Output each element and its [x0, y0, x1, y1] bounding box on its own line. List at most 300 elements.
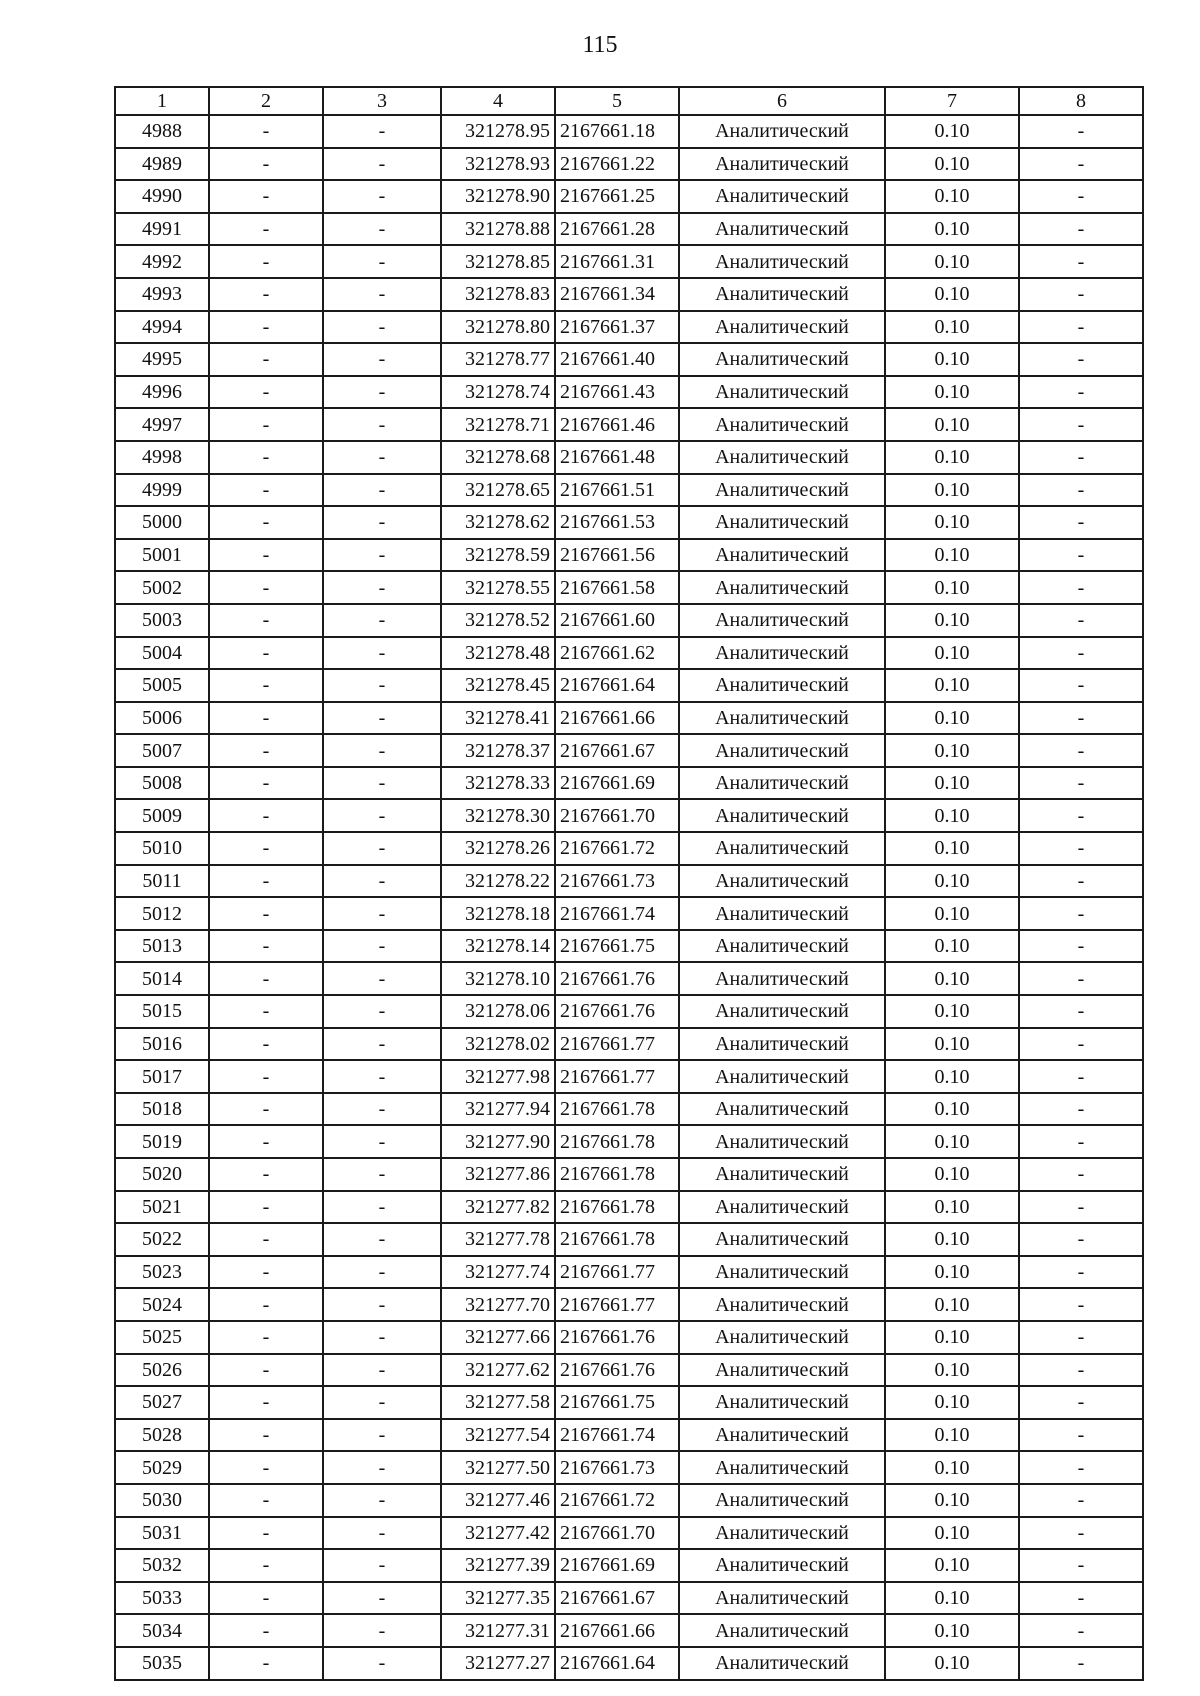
accuracy-cell: 0.10	[885, 1060, 1019, 1093]
point-number-cell: 5004	[115, 637, 209, 670]
point-number-cell: 4995	[115, 343, 209, 376]
col8-cell: -	[1019, 506, 1143, 539]
method-cell: Аналитический	[679, 1614, 885, 1647]
col3-cell: -	[323, 865, 441, 898]
point-number-cell: 5001	[115, 539, 209, 572]
accuracy-cell: 0.10	[885, 1223, 1019, 1256]
accuracy-cell: 0.10	[885, 376, 1019, 409]
accuracy-cell: 0.10	[885, 115, 1019, 148]
method-cell: Аналитический	[679, 148, 885, 181]
table-row	[115, 571, 1143, 604]
point-number-cell: 5023	[115, 1256, 209, 1289]
column-header-6: 6	[679, 87, 885, 115]
x-coordinate-cell: 321277.46	[441, 1484, 555, 1517]
x-coordinate-cell: 321277.66	[441, 1321, 555, 1354]
y-coordinate-cell: 2167661.40	[555, 343, 679, 376]
point-number-cell: 5034	[115, 1614, 209, 1647]
col3-cell: -	[323, 506, 441, 539]
table-row	[115, 441, 1143, 474]
col2-cell: -	[209, 1256, 323, 1289]
x-coordinate-cell: 321278.62	[441, 506, 555, 539]
point-number-cell: 4999	[115, 474, 209, 507]
method-cell: Аналитический	[679, 1125, 885, 1158]
col2-cell: -	[209, 1582, 323, 1615]
col2-cell: -	[209, 962, 323, 995]
accuracy-cell: 0.10	[885, 1647, 1019, 1680]
col2-cell: -	[209, 474, 323, 507]
table-row	[115, 734, 1143, 767]
y-coordinate-cell: 2167661.77	[555, 1060, 679, 1093]
col2-cell: -	[209, 506, 323, 539]
col2-cell: -	[209, 832, 323, 865]
col8-cell: -	[1019, 1647, 1143, 1680]
col3-cell: -	[323, 669, 441, 702]
y-coordinate-cell: 2167661.69	[555, 1549, 679, 1582]
x-coordinate-cell: 321277.74	[441, 1256, 555, 1289]
point-number-cell: 5006	[115, 702, 209, 735]
col2-cell: -	[209, 1419, 323, 1452]
y-coordinate-cell: 2167661.78	[555, 1158, 679, 1191]
x-coordinate-cell: 321278.77	[441, 343, 555, 376]
x-coordinate-cell: 321278.90	[441, 180, 555, 213]
y-coordinate-cell: 2167661.22	[555, 148, 679, 181]
col3-cell: -	[323, 995, 441, 1028]
point-number-cell: 4998	[115, 441, 209, 474]
method-cell: Аналитический	[679, 1582, 885, 1615]
column-header-8: 8	[1019, 87, 1143, 115]
accuracy-cell: 0.10	[885, 930, 1019, 963]
col3-cell: -	[323, 278, 441, 311]
y-coordinate-cell: 2167661.78	[555, 1191, 679, 1224]
accuracy-cell: 0.10	[885, 474, 1019, 507]
col2-cell: -	[209, 1158, 323, 1191]
col8-cell: -	[1019, 637, 1143, 670]
point-number-cell: 5025	[115, 1321, 209, 1354]
col3-cell: -	[323, 1223, 441, 1256]
col2-cell: -	[209, 930, 323, 963]
col8-cell: -	[1019, 832, 1143, 865]
table-row	[115, 1647, 1143, 1680]
point-number-cell: 4996	[115, 376, 209, 409]
col3-cell: -	[323, 1028, 441, 1061]
col8-cell: -	[1019, 408, 1143, 441]
accuracy-cell: 0.10	[885, 1158, 1019, 1191]
col2-cell: -	[209, 408, 323, 441]
y-coordinate-cell: 2167661.75	[555, 1386, 679, 1419]
method-cell: Аналитический	[679, 995, 885, 1028]
method-cell: Аналитический	[679, 115, 885, 148]
y-coordinate-cell: 2167661.77	[555, 1256, 679, 1289]
col8-cell: -	[1019, 115, 1143, 148]
col8-cell: -	[1019, 962, 1143, 995]
accuracy-cell: 0.10	[885, 767, 1019, 800]
table-row	[115, 1582, 1143, 1615]
col2-cell: -	[209, 278, 323, 311]
y-coordinate-cell: 2167661.58	[555, 571, 679, 604]
point-number-cell: 4994	[115, 311, 209, 344]
x-coordinate-cell: 321277.98	[441, 1060, 555, 1093]
point-number-cell: 5022	[115, 1223, 209, 1256]
table-row	[115, 1386, 1143, 1419]
accuracy-cell: 0.10	[885, 1386, 1019, 1419]
col2-cell: -	[209, 1647, 323, 1680]
x-coordinate-cell: 321278.41	[441, 702, 555, 735]
col3-cell: -	[323, 930, 441, 963]
accuracy-cell: 0.10	[885, 311, 1019, 344]
accuracy-cell: 0.10	[885, 1125, 1019, 1158]
x-coordinate-cell: 321278.59	[441, 539, 555, 572]
col8-cell: -	[1019, 865, 1143, 898]
x-coordinate-cell: 321277.78	[441, 1223, 555, 1256]
point-number-cell: 5014	[115, 962, 209, 995]
y-coordinate-cell: 2167661.70	[555, 799, 679, 832]
col8-cell: -	[1019, 1093, 1143, 1126]
accuracy-cell: 0.10	[885, 1191, 1019, 1224]
col8-cell: -	[1019, 799, 1143, 832]
col8-cell: -	[1019, 1549, 1143, 1582]
col8-cell: -	[1019, 1451, 1143, 1484]
table-row	[115, 148, 1143, 181]
accuracy-cell: 0.10	[885, 669, 1019, 702]
y-coordinate-cell: 2167661.64	[555, 1647, 679, 1680]
col8-cell: -	[1019, 1191, 1143, 1224]
x-coordinate-cell: 321278.02	[441, 1028, 555, 1061]
table-row	[115, 1321, 1143, 1354]
point-number-cell: 4990	[115, 180, 209, 213]
point-number-cell: 5031	[115, 1517, 209, 1550]
method-cell: Аналитический	[679, 1647, 885, 1680]
col3-cell: -	[323, 408, 441, 441]
col8-cell: -	[1019, 1223, 1143, 1256]
col3-cell: -	[323, 1125, 441, 1158]
col2-cell: -	[209, 865, 323, 898]
x-coordinate-cell: 321278.10	[441, 962, 555, 995]
col3-cell: -	[323, 767, 441, 800]
page-number: 115	[582, 32, 618, 58]
table-row	[115, 669, 1143, 702]
table-row	[115, 278, 1143, 311]
col2-cell: -	[209, 1517, 323, 1550]
col8-cell: -	[1019, 278, 1143, 311]
method-cell: Аналитический	[679, 1191, 885, 1224]
col3-cell: -	[323, 1451, 441, 1484]
col3-cell: -	[323, 1614, 441, 1647]
col3-cell: -	[323, 245, 441, 278]
x-coordinate-cell: 321277.50	[441, 1451, 555, 1484]
col3-cell: -	[323, 1191, 441, 1224]
method-cell: Аналитический	[679, 1484, 885, 1517]
table-row	[115, 506, 1143, 539]
method-cell: Аналитический	[679, 604, 885, 637]
col2-cell: -	[209, 343, 323, 376]
y-coordinate-cell: 2167661.74	[555, 897, 679, 930]
accuracy-cell: 0.10	[885, 506, 1019, 539]
y-coordinate-cell: 2167661.18	[555, 115, 679, 148]
method-cell: Аналитический	[679, 799, 885, 832]
x-coordinate-cell: 321278.14	[441, 930, 555, 963]
col2-cell: -	[209, 702, 323, 735]
y-coordinate-cell: 2167661.60	[555, 604, 679, 637]
col8-cell: -	[1019, 1614, 1143, 1647]
col3-cell: -	[323, 148, 441, 181]
method-cell: Аналитический	[679, 1451, 885, 1484]
y-coordinate-cell: 2167661.46	[555, 408, 679, 441]
x-coordinate-cell: 321278.55	[441, 571, 555, 604]
col3-cell: -	[323, 1288, 441, 1321]
col8-cell: -	[1019, 441, 1143, 474]
point-number-cell: 5000	[115, 506, 209, 539]
table-row	[115, 995, 1143, 1028]
y-coordinate-cell: 2167661.70	[555, 1517, 679, 1550]
accuracy-cell: 0.10	[885, 799, 1019, 832]
y-coordinate-cell: 2167661.78	[555, 1093, 679, 1126]
point-number-cell: 5029	[115, 1451, 209, 1484]
method-cell: Аналитический	[679, 1517, 885, 1550]
x-coordinate-cell: 321278.52	[441, 604, 555, 637]
col8-cell: -	[1019, 1028, 1143, 1061]
col8-cell: -	[1019, 1386, 1143, 1419]
table-row	[115, 767, 1143, 800]
x-coordinate-cell: 321277.35	[441, 1582, 555, 1615]
y-coordinate-cell: 2167661.51	[555, 474, 679, 507]
col8-cell: -	[1019, 1419, 1143, 1452]
col8-cell: -	[1019, 734, 1143, 767]
method-cell: Аналитический	[679, 408, 885, 441]
col3-cell: -	[323, 702, 441, 735]
point-number-cell: 5026	[115, 1354, 209, 1387]
col2-cell: -	[209, 995, 323, 1028]
y-coordinate-cell: 2167661.62	[555, 637, 679, 670]
point-number-cell: 5016	[115, 1028, 209, 1061]
y-coordinate-cell: 2167661.69	[555, 767, 679, 800]
accuracy-cell: 0.10	[885, 180, 1019, 213]
y-coordinate-cell: 2167661.67	[555, 734, 679, 767]
table-row	[115, 930, 1143, 963]
point-number-cell: 4989	[115, 148, 209, 181]
method-cell: Аналитический	[679, 1256, 885, 1289]
method-cell: Аналитический	[679, 506, 885, 539]
col3-cell: -	[323, 1647, 441, 1680]
point-number-cell: 5017	[115, 1060, 209, 1093]
point-number-cell: 5032	[115, 1549, 209, 1582]
method-cell: Аналитический	[679, 376, 885, 409]
col8-cell: -	[1019, 1354, 1143, 1387]
col3-cell: -	[323, 441, 441, 474]
accuracy-cell: 0.10	[885, 897, 1019, 930]
accuracy-cell: 0.10	[885, 995, 1019, 1028]
method-cell: Аналитический	[679, 1419, 885, 1452]
point-number-cell: 4988	[115, 115, 209, 148]
x-coordinate-cell: 321278.85	[441, 245, 555, 278]
method-cell: Аналитический	[679, 1060, 885, 1093]
col3-cell: -	[323, 213, 441, 246]
col3-cell: -	[323, 962, 441, 995]
method-cell: Аналитический	[679, 1354, 885, 1387]
col8-cell: -	[1019, 767, 1143, 800]
column-header-4: 4	[441, 87, 555, 115]
point-number-cell: 5010	[115, 832, 209, 865]
x-coordinate-cell: 321277.58	[441, 1386, 555, 1419]
col2-cell: -	[209, 1386, 323, 1419]
y-coordinate-cell: 2167661.64	[555, 669, 679, 702]
col3-cell: -	[323, 1386, 441, 1419]
accuracy-cell: 0.10	[885, 962, 1019, 995]
col2-cell: -	[209, 115, 323, 148]
x-coordinate-cell: 321277.27	[441, 1647, 555, 1680]
x-coordinate-cell: 321277.62	[441, 1354, 555, 1387]
y-coordinate-cell: 2167661.76	[555, 995, 679, 1028]
x-coordinate-cell: 321278.88	[441, 213, 555, 246]
x-coordinate-cell: 321278.33	[441, 767, 555, 800]
col2-cell: -	[209, 637, 323, 670]
accuracy-cell: 0.10	[885, 1354, 1019, 1387]
method-cell: Аналитический	[679, 1223, 885, 1256]
col3-cell: -	[323, 180, 441, 213]
col2-cell: -	[209, 376, 323, 409]
col8-cell: -	[1019, 897, 1143, 930]
x-coordinate-cell: 321278.71	[441, 408, 555, 441]
table-row	[115, 1158, 1143, 1191]
point-number-cell: 4997	[115, 408, 209, 441]
col8-cell: -	[1019, 539, 1143, 572]
method-cell: Аналитический	[679, 669, 885, 702]
col8-cell: -	[1019, 1256, 1143, 1289]
accuracy-cell: 0.10	[885, 213, 1019, 246]
y-coordinate-cell: 2167661.78	[555, 1125, 679, 1158]
point-number-cell: 5021	[115, 1191, 209, 1224]
col2-cell: -	[209, 1223, 323, 1256]
col2-cell: -	[209, 213, 323, 246]
accuracy-cell: 0.10	[885, 148, 1019, 181]
col2-cell: -	[209, 897, 323, 930]
col3-cell: -	[323, 604, 441, 637]
table-row	[115, 115, 1143, 148]
col8-cell: -	[1019, 245, 1143, 278]
col8-cell: -	[1019, 311, 1143, 344]
col8-cell: -	[1019, 1321, 1143, 1354]
method-cell: Аналитический	[679, 897, 885, 930]
x-coordinate-cell: 321278.95	[441, 115, 555, 148]
y-coordinate-cell: 2167661.72	[555, 832, 679, 865]
col3-cell: -	[323, 571, 441, 604]
point-number-cell: 5028	[115, 1419, 209, 1452]
y-coordinate-cell: 2167661.28	[555, 213, 679, 246]
point-number-cell: 4992	[115, 245, 209, 278]
x-coordinate-cell: 321277.90	[441, 1125, 555, 1158]
col3-cell: -	[323, 1419, 441, 1452]
table-row	[115, 1419, 1143, 1452]
col2-cell: -	[209, 1321, 323, 1354]
col2-cell: -	[209, 1288, 323, 1321]
method-cell: Аналитический	[679, 539, 885, 572]
accuracy-cell: 0.10	[885, 1256, 1019, 1289]
col2-cell: -	[209, 1484, 323, 1517]
col8-cell: -	[1019, 180, 1143, 213]
accuracy-cell: 0.10	[885, 408, 1019, 441]
accuracy-cell: 0.10	[885, 832, 1019, 865]
col8-cell: -	[1019, 930, 1143, 963]
table-row	[115, 1028, 1143, 1061]
table-row	[115, 1191, 1143, 1224]
column-header-2: 2	[209, 87, 323, 115]
col8-cell: -	[1019, 571, 1143, 604]
point-number-cell: 5033	[115, 1582, 209, 1615]
col8-cell: -	[1019, 1582, 1143, 1615]
table-row	[115, 865, 1143, 898]
accuracy-cell: 0.10	[885, 245, 1019, 278]
col2-cell: -	[209, 180, 323, 213]
x-coordinate-cell: 321278.22	[441, 865, 555, 898]
table-row	[115, 408, 1143, 441]
accuracy-cell: 0.10	[885, 637, 1019, 670]
col8-cell: -	[1019, 1158, 1143, 1191]
col2-cell: -	[209, 1060, 323, 1093]
col2-cell: -	[209, 1191, 323, 1224]
x-coordinate-cell: 321278.30	[441, 799, 555, 832]
y-coordinate-cell: 2167661.77	[555, 1288, 679, 1321]
x-coordinate-cell: 321278.26	[441, 832, 555, 865]
col3-cell: -	[323, 343, 441, 376]
table-row	[115, 539, 1143, 572]
col3-cell: -	[323, 1354, 441, 1387]
col2-cell: -	[209, 539, 323, 572]
method-cell: Аналитический	[679, 1288, 885, 1321]
x-coordinate-cell: 321278.93	[441, 148, 555, 181]
y-coordinate-cell: 2167661.72	[555, 1484, 679, 1517]
y-coordinate-cell: 2167661.76	[555, 1321, 679, 1354]
column-header-3: 3	[323, 87, 441, 115]
table-row	[115, 702, 1143, 735]
method-cell: Аналитический	[679, 213, 885, 246]
column-header-5: 5	[555, 87, 679, 115]
col2-cell: -	[209, 1451, 323, 1484]
y-coordinate-cell: 2167661.56	[555, 539, 679, 572]
method-cell: Аналитический	[679, 962, 885, 995]
y-coordinate-cell: 2167661.73	[555, 1451, 679, 1484]
column-header-7: 7	[885, 87, 1019, 115]
table-row	[115, 637, 1143, 670]
col3-cell: -	[323, 1517, 441, 1550]
y-coordinate-cell: 2167661.78	[555, 1223, 679, 1256]
col2-cell: -	[209, 604, 323, 637]
col8-cell: -	[1019, 148, 1143, 181]
point-number-cell: 5007	[115, 734, 209, 767]
x-coordinate-cell: 321278.48	[441, 637, 555, 670]
point-number-cell: 5011	[115, 865, 209, 898]
method-cell: Аналитический	[679, 734, 885, 767]
y-coordinate-cell: 2167661.66	[555, 702, 679, 735]
point-number-cell: 5012	[115, 897, 209, 930]
method-cell: Аналитический	[679, 930, 885, 963]
table-row	[115, 343, 1143, 376]
table-row	[115, 474, 1143, 507]
point-number-cell: 5018	[115, 1093, 209, 1126]
col3-cell: -	[323, 799, 441, 832]
x-coordinate-cell: 321277.70	[441, 1288, 555, 1321]
method-cell: Аналитический	[679, 278, 885, 311]
accuracy-cell: 0.10	[885, 1614, 1019, 1647]
col2-cell: -	[209, 767, 323, 800]
accuracy-cell: 0.10	[885, 441, 1019, 474]
col3-cell: -	[323, 376, 441, 409]
point-number-cell: 5027	[115, 1386, 209, 1419]
col8-cell: -	[1019, 702, 1143, 735]
y-coordinate-cell: 2167661.31	[555, 245, 679, 278]
col8-cell: -	[1019, 1517, 1143, 1550]
table-row	[115, 832, 1143, 865]
accuracy-cell: 0.10	[885, 343, 1019, 376]
table-row	[115, 1484, 1143, 1517]
